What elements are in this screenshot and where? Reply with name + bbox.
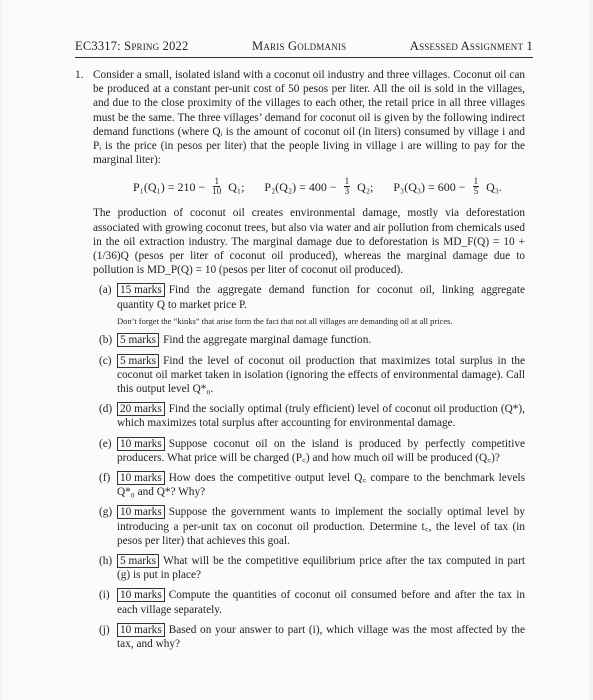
page-header: [75, 39, 533, 54]
marks-box: 10 marks: [117, 437, 165, 451]
question-number: 1.: [75, 69, 84, 81]
part-b: [93, 333, 525, 347]
part-label: (j): [99, 623, 110, 636]
marks-box: 20 marks: [117, 402, 165, 416]
marks-box: 5 marks: [117, 333, 159, 347]
part-j: [93, 623, 525, 651]
eq2-rhs: Q₂;: [357, 179, 374, 194]
question-parts: [93, 283, 525, 651]
marks-box: 10 marks: [117, 588, 165, 602]
part-text: Suppose coconut oil on the island is produced by perfectly competitive producers. What price will be charged (P꜀) and how much oil will be produced (Q꜀)?: [117, 437, 525, 464]
eq2-fraction: $\frac{1}{3}$: [344, 176, 350, 197]
part-text: What will be the competitive equilibrium price after the tax computed in part (g) is put in place?: [117, 554, 525, 582]
part-label: (f): [99, 471, 111, 484]
part-label: (i): [99, 589, 110, 602]
part-c: [93, 354, 525, 397]
document-page: [2, 0, 589, 700]
part-label: (c): [99, 354, 112, 367]
marks-box: 5 marks: [117, 354, 159, 368]
eq3-fraction: $\frac{1}{5}$: [473, 176, 479, 197]
part-e: [93, 437, 525, 465]
header-rule: [75, 57, 533, 58]
part-text: Find the aggregate demand function for coconut oil, linking aggregate quantity Q to market price P.: [117, 284, 525, 311]
question-intro: Consider a small, isolated island with a coconut oil industry and three villages. Coconut oil can be produced at a constant per-unit cost of 50 pesos per liter. All the oil is sold in the villages, and due to the close proximity of the villages to each other, the retail price in all three villages must be the same. The three villages’ demand for coconut oil is given by the following indirect demand functions (where Qᵢ is the amount of coconut oil (in liters) consumed by village i and Pᵢ is the price (in pesos per liter) that the people living in village i are willing to pay for the marginal liter):: [93, 69, 525, 167]
damage-paragraph: The production of coconut oil creates environmental damage, mostly via deforestation associated with growing coconut trees, but also via water and air pollution from chemicals used in the oil extraction industry. The marginal damage due to deforestation is MD_F(Q) = 10 + (1/36)Q (pesos per liter of coconut oil produced), whereas the marginal damage due to pollution is MD_P(Q) = 10 (pesos per liter of coconut oil produced).: [93, 207, 525, 277]
part-text: Suppose the government wants to implement the socially optimal level by introducing a per-unit tax on coconut oil production. Determine t꜀, the level of tax (in pesos per liter) that achieves this goal.: [117, 506, 525, 547]
eq2-lhs: P₂(Q₂) = 400 −: [264, 179, 337, 194]
part-text: Based on your answer to part (i), which village was the most affected by the tax, and why?: [117, 623, 525, 650]
part-text: How does the competitive output level Q꜀ compare to the benchmark levels Q*₀ and Q*? Why?: [117, 471, 525, 499]
eq3-rhs: Q₃.: [486, 179, 502, 194]
part-note: Don’t forget the “kinks” that arise form the fact that not all villages are demanding oil at all prices.: [117, 315, 453, 326]
part-label: (g): [99, 506, 113, 519]
assignment-title: Assessed Assignment 1: [409, 39, 533, 53]
demand-equations: [133, 177, 525, 196]
author-name: Maris Goldmanis: [252, 39, 347, 53]
part-h: [93, 554, 525, 582]
part-label: (h): [99, 554, 113, 567]
eq1-lhs: P₁(Q₁) = 210 −: [133, 179, 206, 194]
part-g: [93, 505, 525, 548]
part-text: Find the socially optimal (truly efficient) level of coconut oil production (Q*), which maximizes total surplus after accounting for environmental damage.: [117, 403, 525, 430]
part-label: (b): [99, 334, 113, 347]
eq1-rhs: Q₁;: [228, 179, 245, 194]
part-f: [93, 471, 525, 499]
eq3-lhs: P₃(Q₃) = 600 −: [393, 179, 466, 194]
part-i: [93, 588, 525, 616]
part-label: (d): [99, 403, 113, 416]
marks-box: 15 marks: [117, 283, 165, 297]
question-block: [75, 64, 525, 657]
part-text: Compute the quantities of coconut oil consumed before and after the tax in each village separately.: [117, 589, 525, 616]
marks-box: 10 marks: [117, 505, 165, 519]
part-label: (a): [99, 284, 112, 297]
part-label: (e): [99, 437, 112, 450]
marks-box: 10 marks: [117, 471, 165, 485]
part-a: [93, 283, 525, 327]
part-d: [93, 402, 525, 430]
eq1-fraction: $\frac{1}{10}$: [212, 176, 222, 197]
marks-box: 10 marks: [117, 623, 165, 637]
part-text: Find the level of coconut oil production that maximizes total surplus in the coconut oil market taken in isolation (ignoring the effects of environmental damage). Call this output level Q*₀.: [117, 354, 525, 395]
course-title: EC3317: Spring 2022: [75, 39, 189, 53]
marks-box: 5 marks: [117, 554, 159, 568]
part-text: Find the aggregate marginal damage function.: [163, 334, 372, 347]
